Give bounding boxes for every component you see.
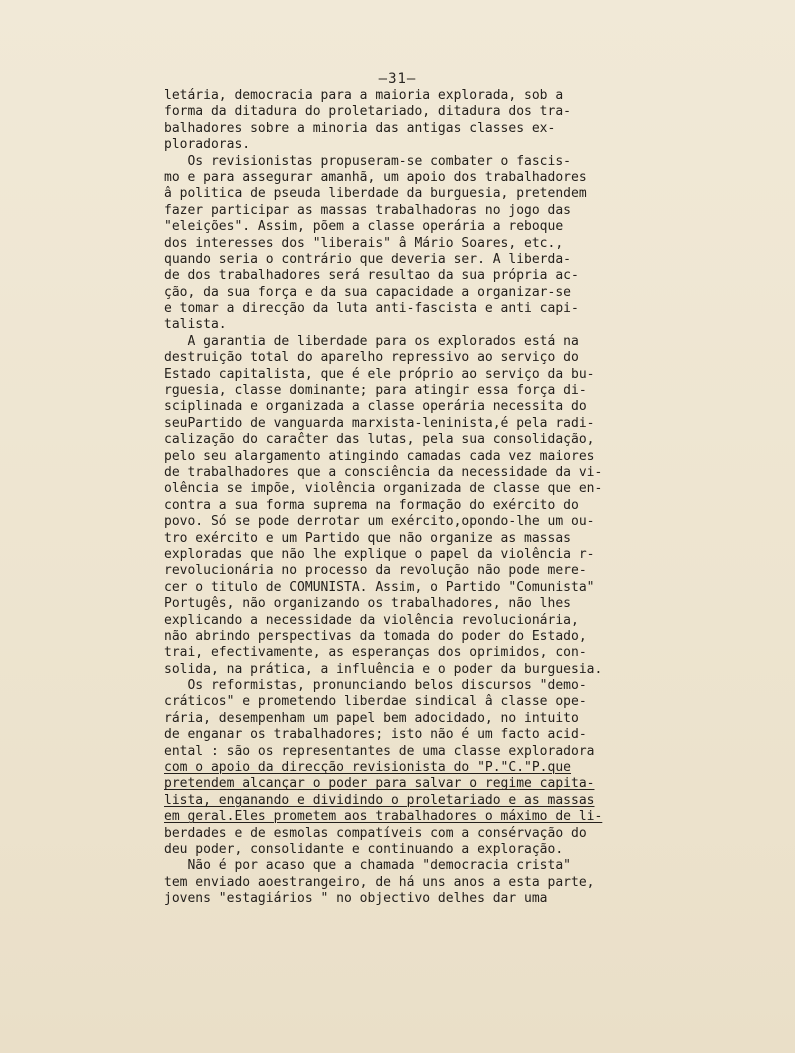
text-line: pelo seu alargamento atingindo camadas cada vez maiores <box>164 448 595 464</box>
text-line: deu poder, consolidante e continuando a exploração. <box>164 841 564 857</box>
text-line: contra a sua forma suprema na formação do exército do <box>164 497 579 513</box>
text-line: ploradoras. <box>164 137 251 153</box>
text-line: Portugês, não organizando os trabalhadores, não lhes <box>164 596 571 612</box>
text-line: quando seria o contrário que deveria ser. A liberda- <box>164 251 571 267</box>
text-line: balhadores sobre a minoria das antigas classes ex- <box>164 120 556 136</box>
text-line: Os revisionistas propuseram-se combater o fascis- <box>164 153 571 169</box>
text-line: revolucionária no processo da revolução não pode mere- <box>164 563 587 579</box>
text-line: talista. <box>164 317 227 333</box>
text-line: lista, enganando e dividindo o proletariado e as massas <box>164 792 595 808</box>
page-number: —31— <box>378 71 417 87</box>
text-line: ção, da sua força e da sua capacidade a organizar-se <box>164 284 571 300</box>
text-line: â politica de pseuda liberdade da burguesia, pretendem <box>164 186 587 202</box>
text-line: berdades e de esmolas compatíveis com a consérvação do <box>164 825 587 841</box>
text-line: ental : são os representantes de uma classe exploradora <box>164 743 595 759</box>
text-line: calização do caraĉter das lutas, pela sua consolidação, <box>164 432 595 448</box>
text-line: tem enviado aoestrangeiro, de há uns anos a esta parte, <box>164 874 595 890</box>
text-line: de dos trabalhadores será resultao da sua própria ac- <box>164 268 579 284</box>
text-line: exploradas que não lhe explique o papel da violência r- <box>164 546 595 562</box>
text-line: tro exército e um Partido que não organize as massas <box>164 530 571 546</box>
text-line: dos interesses dos "liberais" â Mário Soares, etc., <box>164 235 564 251</box>
text-line: olência se impõe, violência organizada de classe que en- <box>164 481 603 497</box>
text-line: Não é por acaso que a chamada "democracia crista" <box>164 858 571 874</box>
text-line: trai, efectivamente, as esperanças dos oprimidos, con- <box>164 645 587 661</box>
text-line: Estado capitalista, que é ele próprio ao serviço da bu- <box>164 366 595 382</box>
text-line: de trabalhadores que a consciência da necessidade da vi- <box>164 464 603 480</box>
text-line: solida, na prática, a influência e o poder da burguesia. <box>164 661 603 677</box>
text-line: em geral.Eles prometem aos trabalhadores o máximo de li- <box>164 809 603 825</box>
text-line: forma da ditadura do proletariado, ditadura dos tra- <box>164 104 571 120</box>
text-line: de enganar os trabalhadores; isto não é um facto acid- <box>164 727 587 743</box>
text-line: seuPartido de vanguarda marxista-leninista,é pela radi- <box>164 415 595 431</box>
text-line: Os reformistas, pronunciando belos discursos "demo- <box>164 678 587 694</box>
text-line: cráticos" e prometendo liberdae sindical â classe ope- <box>164 694 587 710</box>
text-line: pretendem alcançar o poder para salvar o regime capita- <box>164 776 595 792</box>
text-line: explicando a necessidade da violência revolucionária, <box>164 612 579 628</box>
text-line: rária, desempenham um papel bem adocidado, no intuito <box>164 710 579 726</box>
text-line: mo e para assegurar amanhã, um apoio dos trabalhadores <box>164 169 587 185</box>
text-line: destruição total do aparelho repressivo ao serviço do <box>164 350 579 366</box>
text-line: rguesia, classe dominante; para atingir essa força di- <box>164 383 587 399</box>
text-line: letária, democracia para a maioria explorada, sob a <box>164 88 564 103</box>
body-text <box>164 88 724 908</box>
text-line: não abrindo perspectivas da tomada do poder do Estado, <box>164 628 587 644</box>
text-line: fazer participar as massas trabalhadoras no jogo das <box>164 202 571 218</box>
text-line: povo. Só se pode derrotar um exército,opondo-lhe um ou- <box>164 514 595 530</box>
text-line: jovens "estagiários " no objectivo delhes dar uma <box>164 891 548 907</box>
text-line: A garantia de liberdade para os explorados está na <box>164 333 579 349</box>
text-line: cer o titulo de COMUNISTA. Assim, o Partido "Comunista" <box>164 579 595 595</box>
text-line: "eleições". Assim, põem a classe operária a reboque <box>164 219 564 235</box>
text-line: com o apoio da direcção revisionista do "P."C."P.que <box>164 760 571 776</box>
text-line: e tomar a direcção da luta anti-fascista e anti capi- <box>164 301 579 317</box>
text-line: sciplinada e organizada a classe operária necessita do <box>164 399 587 415</box>
